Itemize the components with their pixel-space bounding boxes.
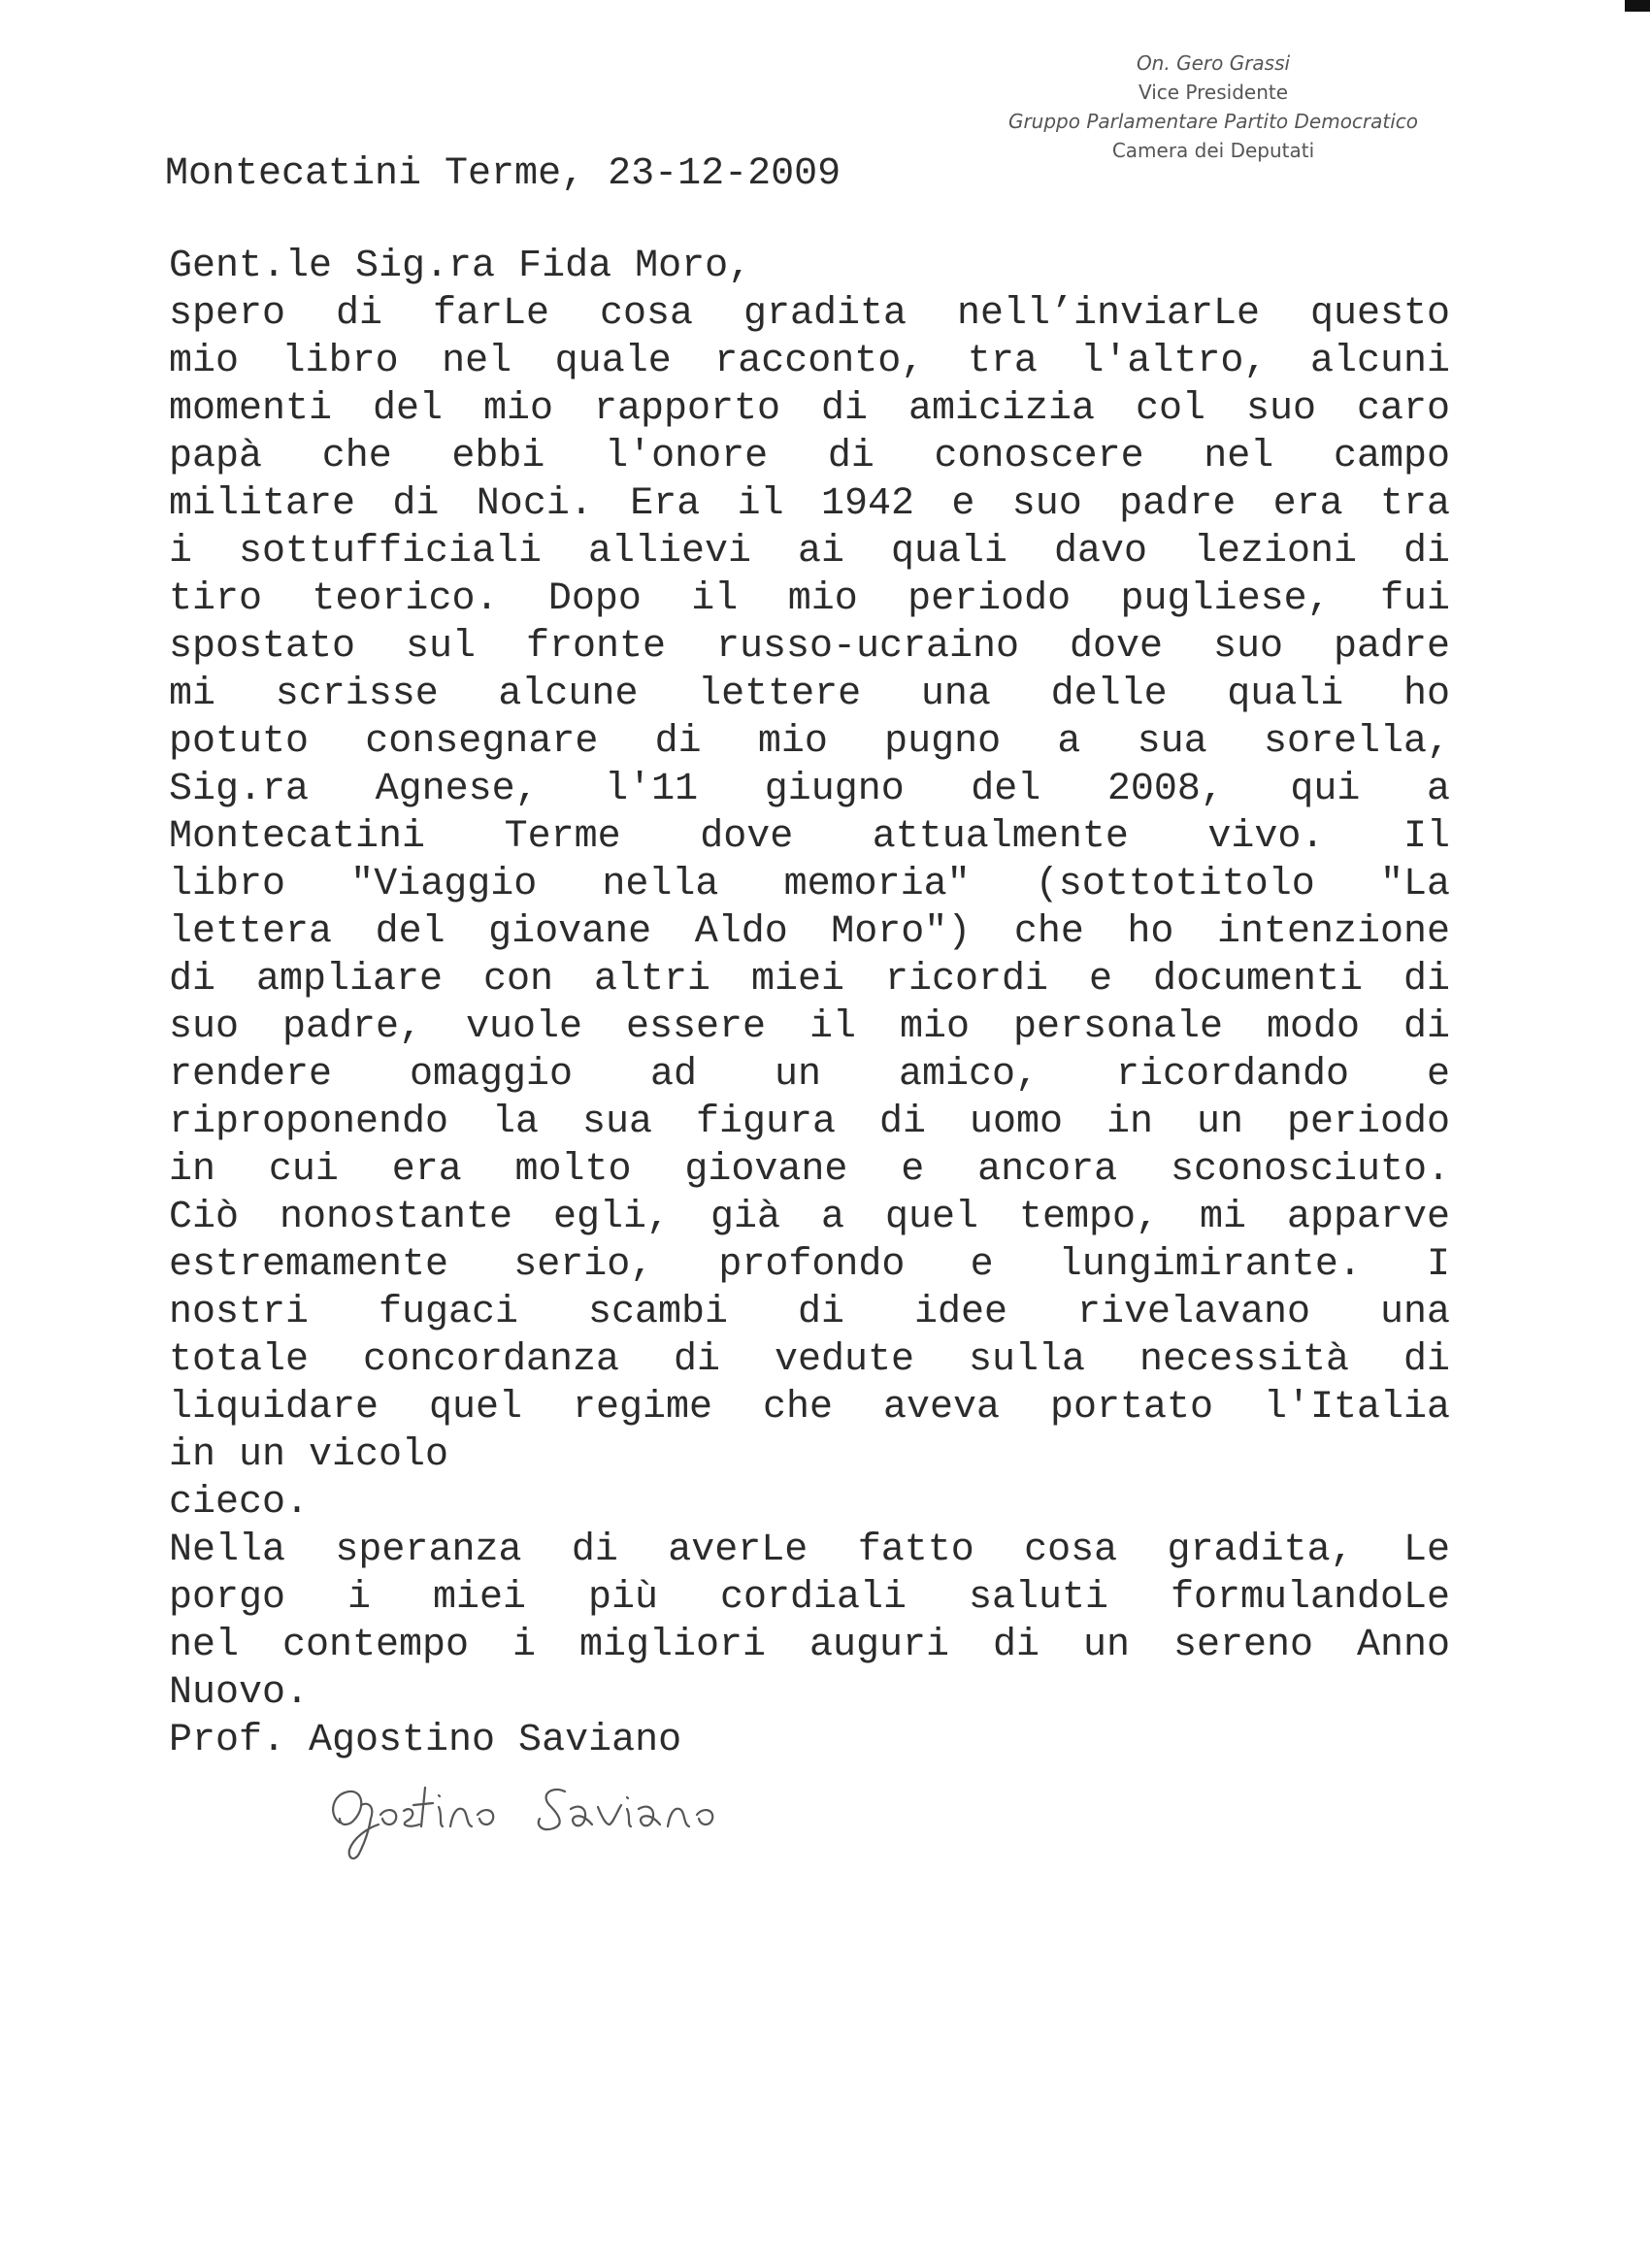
body-line: spostato sul fronte russo-ucraino dove suo padre [169, 625, 1450, 669]
body-line: nel contempo i migliori auguri di un sereno Anno [169, 1624, 1450, 1667]
body-line: totale concordanza di vedute sulla necessità di [169, 1338, 1450, 1382]
body-line: mi scrisse alcune lettere una delle quali ho [169, 673, 1450, 716]
scan-edge-mark [1625, 0, 1650, 12]
body-line: i sottufficiali allievi ai quali davo lezioni di [169, 530, 1450, 574]
body-line: Nuovo. [169, 1671, 310, 1715]
body-line: tiro teorico. Dopo il mio periodo pugliese, fui [169, 577, 1450, 621]
body-line: mio libro nel quale racconto, tra l'altro, alcuni [169, 340, 1450, 383]
body-line: porgo i miei più cordiali saluti formulandoLe [169, 1576, 1450, 1620]
body-line: militare di Noci. Era il 1942 e suo padre era tra [169, 482, 1450, 526]
body-line: Ciò nonostante egli, già a quel tempo, mi apparve [169, 1196, 1450, 1239]
stamp-role: Vice Presidente [1138, 81, 1289, 104]
stamp-group: Gruppo Parlamentare Partito Democratico [1007, 110, 1419, 133]
letterhead-stamp [985, 49, 1441, 165]
date-line: Montecatini Terme, 23-12-2009 [165, 152, 842, 196]
body-line: liquidare quel regime che aveva portato l'Italia [169, 1386, 1450, 1430]
body-line: papà che ebbi l'onore di conoscere nel campo [169, 435, 1450, 478]
body-line: lettera del giovane Aldo Moro") che ho intenzione [169, 910, 1450, 954]
body-line: Montecatini Terme dove attualmente vivo. Il [169, 815, 1450, 859]
body-line: rendere omaggio ad un amico, ricordando e [169, 1053, 1450, 1097]
letter-body [169, 243, 1450, 1764]
body-line: Nella speranza di averLe fatto cosa gradita, Le [169, 1528, 1450, 1572]
body-line: riproponendo la sua figura di uomo in un periodo [169, 1101, 1450, 1144]
body-line: nostri fugaci scambi di idee rivelavano una [169, 1291, 1450, 1334]
body-line: in un vicolo [169, 1433, 449, 1477]
closing-name: Prof. Agostino Saviano [169, 1719, 682, 1762]
stamp-chamber: Camera dei Deputati [1111, 139, 1315, 162]
stamp-name: On. Gero Grassi [1136, 51, 1291, 75]
body-line: potuto consegnare di mio pugno a sua sorella, [169, 720, 1450, 764]
body-line: in cui era molto giovane e ancora sconosciuto. [169, 1148, 1450, 1192]
body-line: spero di farLe cosa gradita nell’inviarLe questo [169, 292, 1450, 336]
body-line: momenti del mio rapporto di amicizia col suo caro [169, 387, 1450, 431]
body-line: cieco. [169, 1481, 310, 1525]
salutation: Gent.le Sig.ra Fida Moro, [169, 245, 752, 288]
handwritten-signature [311, 1747, 776, 1873]
body-line: Sig.ra Agnese, l'11 giugno del 2008, qui a [169, 768, 1450, 811]
body-line: libro "Viaggio nella memoria" (sottotitolo "La [169, 863, 1450, 906]
body-line: di ampliare con altri miei ricordi e documenti di [169, 958, 1450, 1002]
body-line: estremamente serio, profondo e lungimirante. I [169, 1243, 1450, 1287]
body-line: suo padre, vuole essere il mio personale modo di [169, 1005, 1450, 1049]
